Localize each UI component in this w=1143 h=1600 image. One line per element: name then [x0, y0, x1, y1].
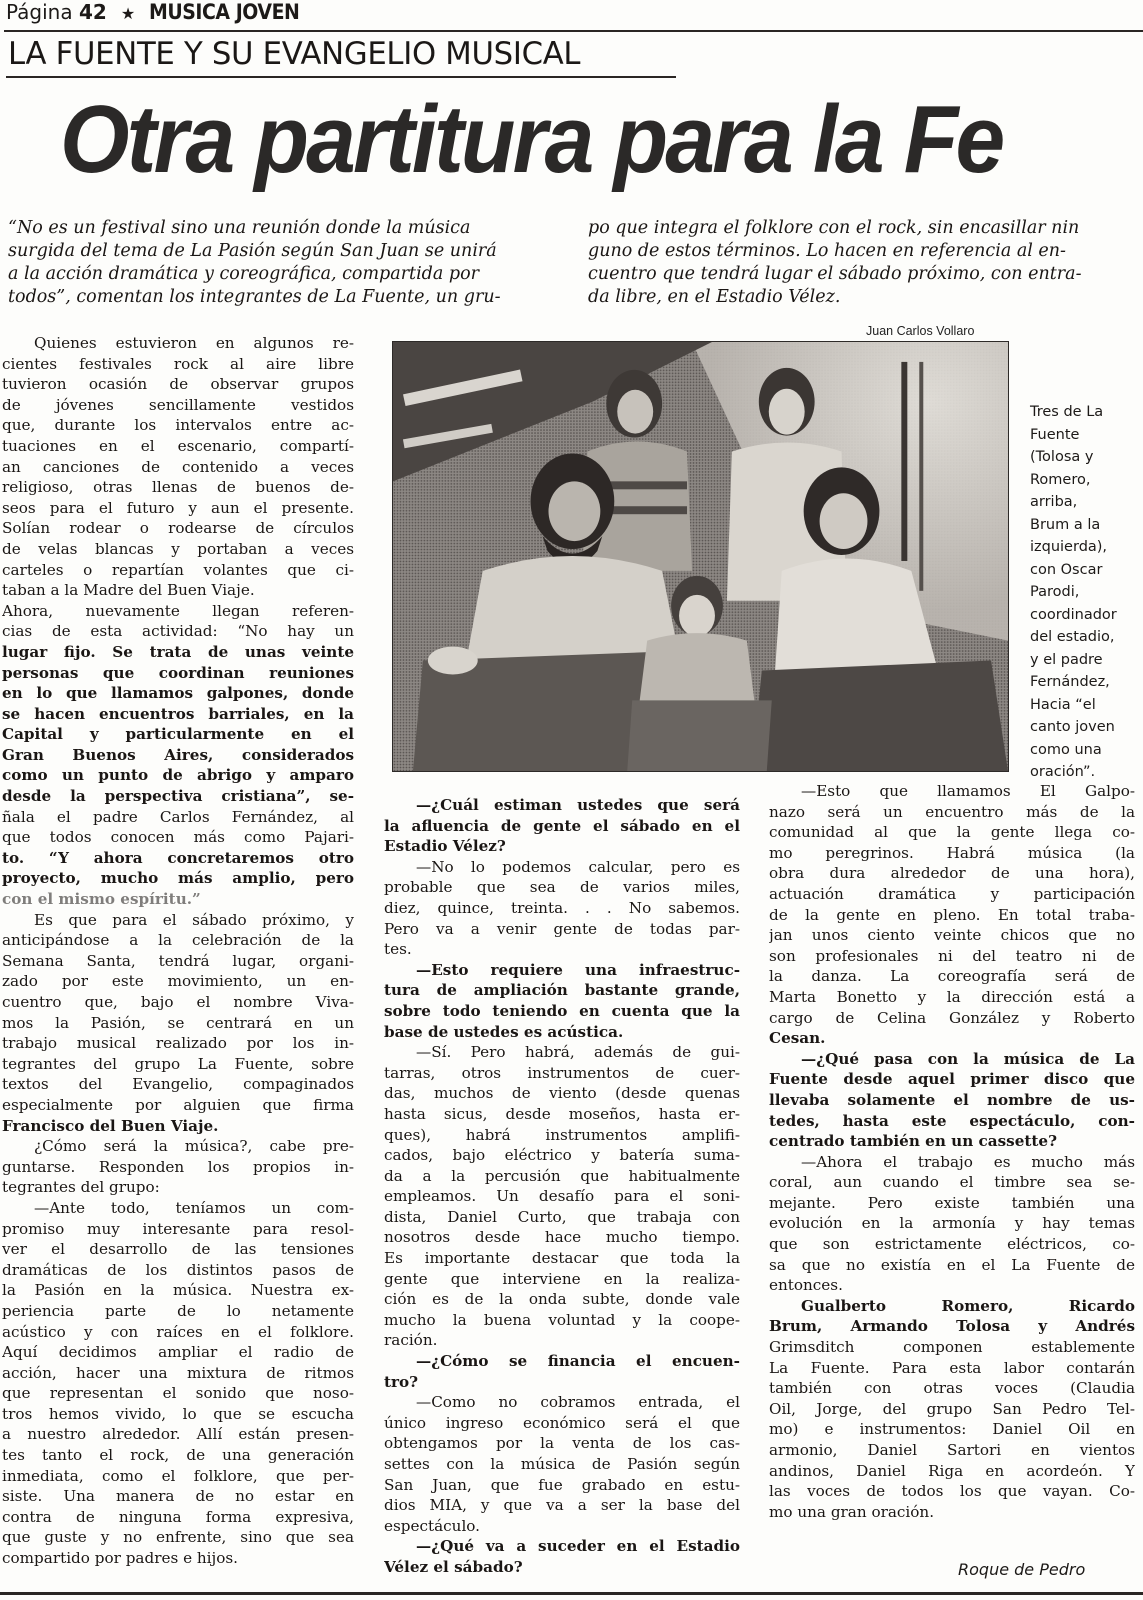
article-line: religioso, otras llenas de buenos de-	[2, 478, 354, 497]
article-line: Grimsditch componen establemente	[769, 1338, 1135, 1357]
article-line: Cesan.	[769, 1029, 826, 1048]
text-line: Brum a la	[1030, 516, 1101, 533]
article-line: inmediata, como el folklore, que per-	[2, 1466, 354, 1485]
article-line: empleamos. Un desafío para el soni-	[384, 1187, 740, 1206]
headline: Otra partitura para la Fe	[60, 86, 1003, 193]
article-line: jan unos ciento veinte chicos que no	[769, 926, 1135, 945]
text-line: Fernández,	[1030, 674, 1110, 690]
article-line: centrado también en un cassette?	[769, 1132, 1057, 1151]
article-line: textos del Evangelio, compaginados	[2, 1075, 354, 1094]
article-line: —Esto que llamamos El Galpo-	[801, 782, 1135, 800]
article-line: dios MIA, y que va a ser la base del	[384, 1496, 740, 1515]
text-line: del estadio,	[1030, 629, 1115, 645]
article-line: personas que coordinan reuniones	[2, 663, 354, 682]
article-line: mo peregrinos. Habrá música (la	[769, 843, 1135, 862]
article-line: que, durante los intervalos entre ac-	[2, 416, 354, 435]
article-line: especialmente por alguien que firma	[2, 1095, 354, 1114]
photo-credit: Juan Carlos Vollaro	[866, 324, 975, 338]
article-line: —Sí. Pero habrá, además de gui-	[416, 1043, 740, 1062]
article-line: cientes festivales rock al aire libre	[2, 354, 354, 373]
article-line: —Ante todo, teníamos un com-	[34, 1198, 354, 1217]
article-line: lugar fijo. Se trata de unas veinte	[2, 642, 354, 661]
article-line: siste. Una manera de no estar en	[2, 1487, 354, 1506]
article-line: tegrantes del grupo:	[2, 1178, 160, 1197]
text-line: y el padre	[1030, 651, 1103, 668]
article-line: mo) e instrumentos: Daniel Oil en	[769, 1420, 1135, 1439]
article-line: ción es de la onda subte, donde vale	[384, 1290, 740, 1309]
article-line: la afluencia de gente el sábado en el	[384, 816, 740, 835]
section-title: MUSICA JOVEN	[149, 0, 300, 24]
footer-rule	[0, 1592, 1143, 1595]
deck-right	[588, 217, 1143, 309]
article-line: acústico y con raíces en el folklore.	[2, 1322, 354, 1341]
article-line: entonces.	[769, 1276, 843, 1295]
article-line: to. “Y ahora concretaremos otro	[2, 848, 354, 867]
text-line: Hacia “el	[1030, 696, 1096, 713]
text-line: cuentro que tendrá lugar el sábado próximo, con entra-	[588, 264, 1082, 284]
article-line: settes con la música de Pasión según	[384, 1455, 740, 1473]
article-line: espectáculo.	[384, 1516, 481, 1535]
article-line: Semana Santa, tendrá lugar, organi-	[2, 951, 354, 970]
article-line: tes.	[384, 940, 412, 959]
article-line: —Ahora el trabajo es mucho más	[801, 1152, 1135, 1171]
article-line: Vélez el sábado?	[384, 1557, 523, 1576]
article-line: en lo que llamamos galpones, donde	[2, 684, 354, 703]
article-line: evolución en la armonía y hay temas	[769, 1214, 1135, 1233]
kicker: LA FUENTE Y SU EVANGELIO MUSICAL	[8, 36, 581, 72]
article-line: —¿Cuál estiman ustedes que será	[416, 796, 740, 814]
text-line: (Tolosa y	[1030, 449, 1094, 465]
article-line: también con otras voces (Claudia	[769, 1379, 1135, 1398]
article-line: cuentro que, bajo el nombre Viva-	[2, 993, 354, 1011]
article-line: la danza. La coreografía será de	[769, 967, 1135, 986]
text-line: Parodi,	[1030, 584, 1080, 600]
article-line: que son estrictamente eléctricos, co-	[769, 1235, 1135, 1254]
article-line: Capital y particularmente en el	[2, 725, 354, 744]
group-photo	[392, 341, 1009, 772]
text-line: guno de estos términos. Lo hacen en referencia al en-	[588, 241, 1066, 261]
article-line: son profesionales ni del teatro ni de	[769, 946, 1135, 965]
article-line: Marta Bonetto y la dirección está a	[769, 987, 1135, 1006]
text-line: “No es un festival sino una reunión donde la música	[8, 218, 471, 238]
article-line: sobre todo teniendo en cuenta que la	[384, 1001, 740, 1020]
article-line: mo una gran oración.	[769, 1502, 935, 1521]
page-label: Página	[6, 0, 73, 24]
article-line: hasta sicus, desde moseños, hasta er-	[384, 1104, 740, 1123]
article-line: —Esto requiere una infraestruc-	[416, 960, 740, 979]
article-line: nazo será un encuentro más de la	[769, 802, 1135, 821]
article-line: actuación dramática y participación	[769, 884, 1135, 903]
article-line: acción, hacer una mixtura de ritmos	[2, 1363, 354, 1382]
text-line: como una	[1030, 741, 1102, 758]
article-line: trabajo musical realizado por los in-	[2, 1034, 354, 1053]
article-line: promiso muy interesante para resol-	[2, 1219, 354, 1238]
article-line: armonio, Daniel Sartori en vientos	[769, 1441, 1135, 1459]
article-line: Gualberto Romero, Ricardo	[801, 1296, 1135, 1315]
article-line: base de ustedes es acústica.	[384, 1022, 624, 1041]
article-line: tegrantes del grupo La Fuente, sobre	[2, 1054, 354, 1073]
article-line: desde la perspectiva cristiana”, se-	[2, 787, 354, 806]
text-line: surgida del tema de La Pasión según San Juan se unirá	[8, 241, 497, 261]
text-line: da libre, en el Estadio Vélez.	[588, 287, 841, 307]
article-line: an canciones de contenido a veces	[2, 457, 354, 476]
photo-caption	[1030, 401, 1143, 784]
article-line: tura de ampliación bastante grande,	[384, 981, 740, 1000]
text-line: Fuente	[1030, 426, 1080, 443]
article-line: la Pasión en la música. Nuestra ex-	[2, 1281, 354, 1300]
article-line: que representan el sonido que noso-	[2, 1384, 354, 1403]
article-line: de velas blancas y portaban a veces	[2, 539, 354, 558]
article-line: se hacen encuentros barriales, en la	[2, 704, 354, 723]
article-line: ñala el padre Carlos Fernández, al	[2, 807, 354, 826]
article-line: seos para el futuro y aun el presente.	[2, 498, 354, 517]
photo-image	[393, 342, 1008, 771]
article-line: con el mismo espíritu.”	[2, 890, 201, 909]
article-line: —No lo podemos calcular, pero es	[416, 857, 740, 876]
header-rule	[4, 30, 1143, 32]
article-line: de la gente en pleno. En total traba-	[769, 905, 1135, 924]
article-line: cados, bajo eléctrico y batería suma-	[384, 1146, 740, 1165]
article-line: compartido por padres e hijos.	[2, 1549, 238, 1568]
article-line: tedes, hasta este espectáculo, con-	[769, 1111, 1135, 1130]
article-line: La Fuente. Para esta labor contarán	[769, 1358, 1135, 1377]
article-line: tros hemos vivido, lo que se escucha	[2, 1404, 354, 1423]
kicker-rule	[6, 76, 676, 78]
article-line: periencia parte de lo netamente	[2, 1301, 354, 1320]
article-line: cargo de Celina González y Roberto	[769, 1008, 1135, 1027]
article-column-1	[2, 333, 354, 1569]
text-line: a la acción dramática y coreográfica, compartida por	[8, 264, 479, 284]
article-line: dista, Daniel Curto, que trabaja con	[384, 1207, 740, 1226]
text-line: po que integra el folklore con el rock, sin encasillar nin	[588, 218, 1080, 238]
article-line: San Juan, que fue grabado en estu-	[384, 1475, 740, 1494]
article-line: mucho la buena voluntad y la coope-	[384, 1310, 740, 1329]
article-line: de jóvenes sencillamente vestidos	[2, 395, 354, 414]
page-number: 42	[78, 0, 107, 24]
article-line: ración.	[384, 1331, 438, 1350]
article-line: carteles o repartían volantes que ci-	[2, 560, 354, 579]
article-line: Aquí decidimos ampliar el radio de	[2, 1343, 354, 1362]
article-line: proyecto, mucho más amplio, pero	[2, 869, 354, 888]
article-line: ques), habrá instrumentos amplifi-	[384, 1125, 740, 1144]
article-line: a nuestro alrededor. Allí están presen-	[2, 1425, 354, 1444]
article-line: anticipándose a la celebración de la	[2, 931, 354, 950]
author-byline: Roque de Pedro	[958, 1560, 1086, 1579]
article-line: Estadio Vélez?	[384, 837, 506, 856]
article-line: las voces de todos los que vayan. Co-	[769, 1482, 1135, 1501]
article-line: probable que sea de varios miles,	[384, 878, 740, 897]
article-line: sa que no existía en el La Fuente de	[769, 1255, 1135, 1274]
article-line: Es que para el sábado próximo, y	[34, 910, 354, 929]
article-line: Francisco del Buen Viaje.	[2, 1116, 219, 1135]
article-line: ¿Cómo será la música?, cabe pre-	[34, 1137, 354, 1156]
text-line: arriba,	[1030, 494, 1078, 510]
article-line: Pero va a venir gente de todas par-	[384, 919, 740, 938]
article-line: tuaciones en el escenario, compartí-	[2, 436, 354, 455]
article-line: —¿Qué pasa con la música de La	[801, 1049, 1135, 1068]
article-line: guntarse. Responden los propios in-	[2, 1157, 354, 1176]
text-line: con Oscar	[1030, 561, 1103, 578]
article-line: gente que interviene en la realiza-	[384, 1269, 740, 1288]
article-column-2	[384, 795, 740, 1578]
article-line: das, muchos de viento (desde quenas	[384, 1084, 740, 1103]
article-line: obra dura alrededor de una hora),	[769, 864, 1135, 883]
page-folio	[6, 0, 316, 26]
article-line: tarras, otros instrumentos de cuer-	[384, 1063, 740, 1082]
text-line: coordinador	[1030, 606, 1117, 623]
text-line: todos”, comentan los integrantes de La Fuente, un gru-	[8, 287, 501, 307]
text-line: oración”.	[1030, 764, 1096, 780]
article-line: coral, aun cuando el timbre sea se-	[769, 1173, 1135, 1192]
article-line: Brum, Armando Tolosa y Andrés	[769, 1317, 1135, 1336]
article-line: nosotros desde hace mucho tiempo.	[384, 1228, 740, 1247]
article-line: cias de esta actividad: “No hay un	[2, 622, 354, 641]
article-line: taban a la Madre del Buen Viaje.	[2, 581, 255, 600]
article-line: Es importante destacar que toda la	[384, 1249, 740, 1268]
article-line: tro?	[384, 1372, 419, 1391]
article-line: llevaba solamente el nombre de us-	[769, 1090, 1135, 1109]
article-line: mos la Pasión, se centrará en un	[2, 1013, 354, 1032]
article-line: contra de ninguna forma expresiva,	[2, 1507, 354, 1526]
article-line: —¿Cómo se financia el encuen-	[416, 1352, 740, 1371]
text-line: Tres de La	[1030, 404, 1104, 420]
article-line: Oil, Jorge, del grupo San Pedro Tel-	[769, 1399, 1135, 1418]
star-icon: ★	[120, 4, 136, 23]
article-line: da a la percusión que habitualmente	[384, 1166, 740, 1185]
article-line: dramáticas de los distintos pasos de	[2, 1260, 354, 1279]
article-line: —Como no cobramos entrada, el	[416, 1393, 740, 1412]
article-line: —¿Qué va a suceder en el Estadio	[416, 1537, 740, 1556]
article-line: Solían rodear o rodearse de círculos	[2, 519, 354, 538]
article-line: obtengamos por la venta de los cas-	[384, 1434, 740, 1453]
text-line: Romero,	[1030, 471, 1091, 488]
article-line: único ingreso económico será el que	[384, 1413, 740, 1432]
text-line: izquierda),	[1030, 539, 1108, 555]
article-line: Gran Buenos Aires, considerados	[2, 745, 354, 764]
article-line: que todos conocen más como Pajari-	[2, 828, 354, 847]
article-line: Quienes estuvieron en algunos re-	[34, 334, 354, 352]
article-line: mejante. Pero existe también una	[769, 1193, 1135, 1212]
article-line: andinos, Daniel Riga en acordeón. Y	[769, 1461, 1135, 1480]
article-line: ver el desarrollo de las tensiones	[2, 1240, 354, 1259]
article-line: como un punto de abrigo y amparo	[2, 766, 354, 785]
article-line: diez, quince, treinta. . . No sabemos.	[384, 898, 740, 917]
article-line: tes tanto el rock, de una generación	[2, 1446, 354, 1465]
article-line: comunidad al que la gente llega co-	[769, 823, 1135, 842]
article-line: Fuente desde aquel primer disco que	[769, 1070, 1135, 1089]
text-line: canto joven	[1030, 719, 1115, 735]
article-line: Ahora, nuevamente llegan referen-	[2, 601, 354, 620]
article-line: que guste y no enfrente, sino que sea	[2, 1528, 354, 1547]
article-line: zado por este movimiento, un en-	[2, 972, 354, 991]
article-column-3	[769, 781, 1135, 1522]
deck-left	[8, 217, 560, 309]
article-line: tuvieron ocasión de observar grupos	[2, 375, 354, 394]
